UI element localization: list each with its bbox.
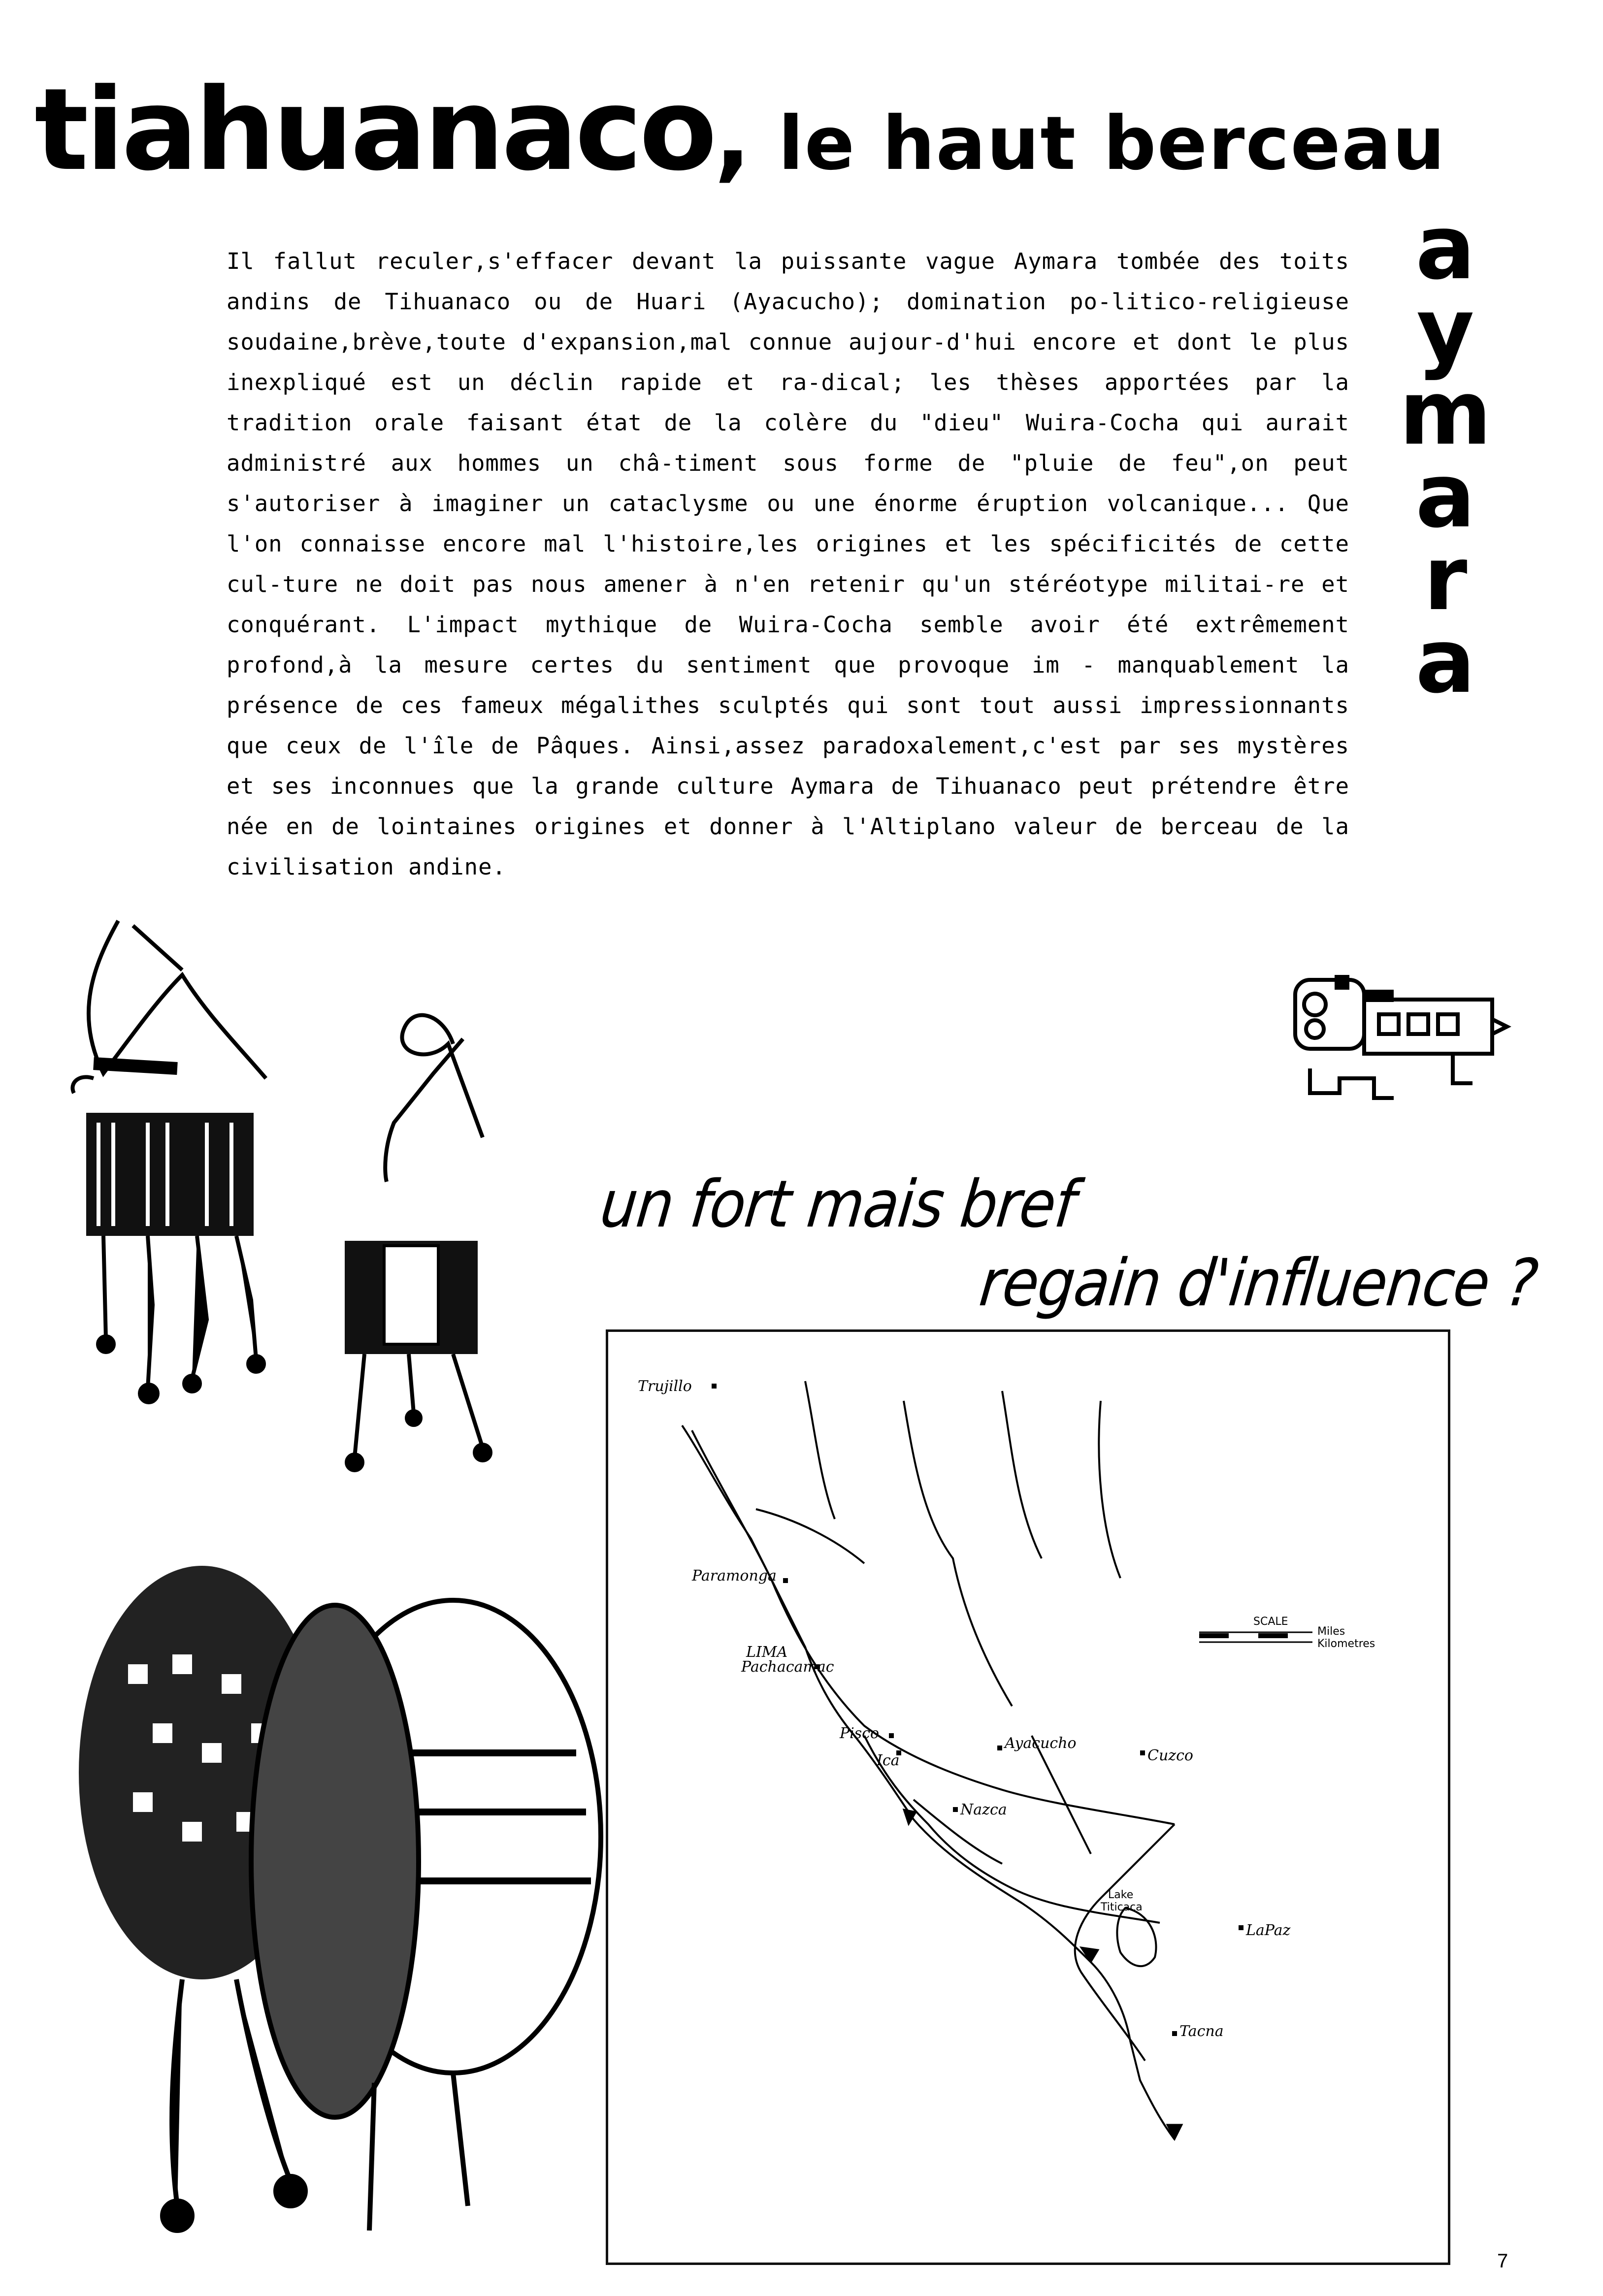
coastline [682, 1425, 1175, 2139]
label-tacna: Tacna [1179, 2023, 1224, 2040]
aymara-glyph-illustration [1290, 970, 1512, 1123]
label-pachacamac: Pachacamac [741, 1658, 834, 1676]
label-trujillo: Trujillo [638, 1378, 692, 1395]
subtitle-line1: un fort mais bref [596, 1166, 1079, 1242]
river-2 [904, 1401, 1012, 1706]
label-lake: Lake [1108, 1889, 1134, 1901]
map-drawing [608, 1332, 1448, 2263]
river-1 [805, 1381, 835, 1519]
label-lima: LIMA [746, 1644, 788, 1661]
label-cuzco: Cuzco [1147, 1747, 1193, 1764]
vertical-letter: a [1415, 445, 1475, 548]
label-ayacucho: Ayacucho [1005, 1735, 1077, 1752]
scale-km: Kilometres [1317, 1638, 1375, 1650]
route-map [606, 1329, 1450, 2265]
title-rest: le haut berceau [751, 101, 1446, 187]
vertical-letter: r [1423, 527, 1468, 630]
scale-title: SCALE [1253, 1616, 1288, 1628]
body-paragraph: Il fallut reculer,s'effacer devant la puissante vague Aymara tombée des toits andins de Tihuanaco ou de Huari (Ayacucho); domination po-litico-religieuse soudaine,brève,toute d'expansion,mal connue aujour-d'hui encore et dont le plus inexpliqué est un déclin rapide et ra-dical; les thèses apportées par la tradition orale faisant état de la colère du "dieu" Wuira-Cocha qui aurait administré aux hommes un châ-timent sous forme de "pluie de feu",on peut s'autoriser à imaginer un cataclysme ou une énorme éruption volcanique... Que l'on connaisse encore mal l'histoire,les origines et les spécificités de cette cul-ture ne doit pas nous amener à n'en retenir qu'un stéréotype militai-re et conquérant. L'impact mythique de Wuira-Cocha semble avoir été extrêmement profond,à la mesure certes du sentiment que provoque im - manquablement la présence de ces fameux mégalithes sculptés qui sont tout aussi impressionnants que ceux de l'île de Pâques. Ainsi,assez paradoxalement,c'est par ses mystères et ses inconnues que la grande culture Aymara de Tihuanaco peut prétendre être née en de lointaines origines et donner à l'Altiplano valeur de berceau de la civilisation andine. [227, 248, 1349, 880]
page-title [34, 65, 1566, 202]
vertical-letter: a [1415, 610, 1475, 713]
label-pisco: Pisco [840, 1725, 880, 1742]
label-paramonga: Paramonga [692, 1567, 777, 1585]
page-number: 7 [1497, 2250, 1508, 2272]
label-lapaz: LaPaz [1246, 1922, 1291, 1939]
subtitle-line2: regain d'influence ? [976, 1245, 1540, 1321]
label-ica: Ica [877, 1752, 900, 1769]
woven-bags-illustration [20, 916, 502, 1487]
scale-miles: Miles [1317, 1625, 1345, 1638]
vertical-letter: y [1416, 279, 1474, 382]
title-comma: , [714, 78, 752, 193]
route-loop [1075, 1824, 1175, 2061]
river-3 [1002, 1391, 1042, 1558]
vertical-letter: m [1399, 362, 1492, 465]
vertical-word [1389, 196, 1502, 713]
map-scale [1199, 1616, 1375, 1650]
label-titicaca: Titicaca [1101, 1901, 1143, 1913]
river-4 [1099, 1401, 1120, 1578]
andean-hats-illustration [74, 1517, 621, 2285]
river-5 [756, 1509, 864, 1563]
label-nazca: Nazca [960, 1801, 1007, 1818]
vertical-letter: a [1415, 196, 1475, 299]
title-main: tiahuanaco [34, 65, 714, 196]
route-north [692, 1430, 1175, 1824]
river-6 [1032, 1736, 1091, 1854]
